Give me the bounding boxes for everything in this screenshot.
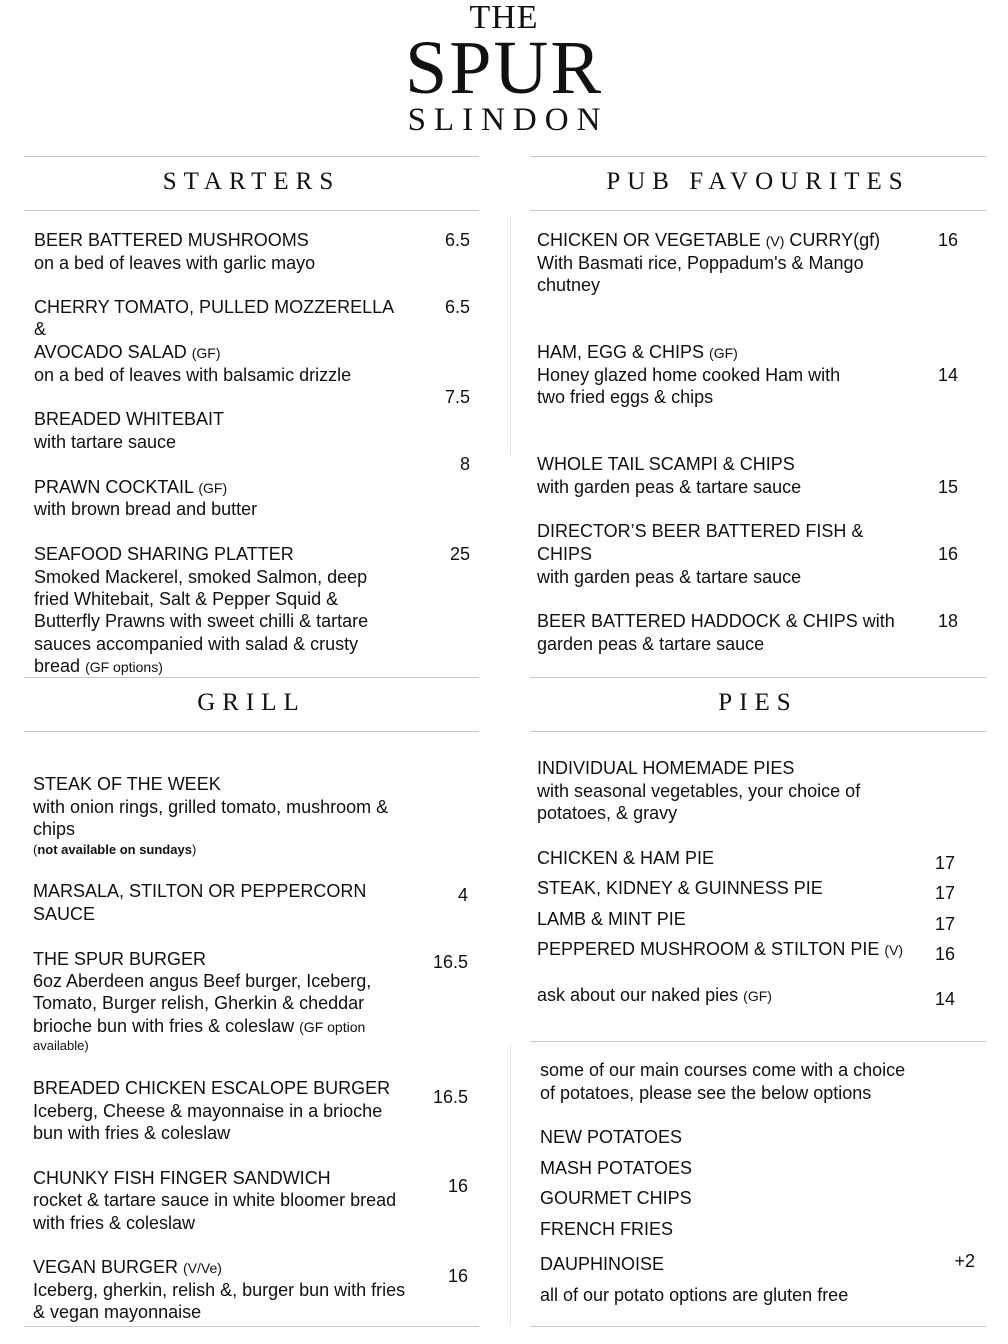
pie-price: 17 — [934, 914, 955, 934]
pies-intro-desc: with seasonal vegetables, your choice of — [537, 781, 861, 801]
favourite-name-text: HAM, EGG & CHIPS — [537, 342, 705, 362]
grill-desc: & vegan mayonnaise — [33, 1302, 202, 1322]
starter-name: & — [34, 319, 47, 339]
pie-name — [537, 984, 772, 1008]
starter-price: 7.5 — [444, 387, 470, 407]
favourite-name: CHIPS — [537, 544, 593, 564]
grill-price: 16.5 — [432, 952, 468, 972]
divider — [530, 1041, 986, 1042]
starters-heading: STARTERS — [162, 168, 341, 195]
grill-note — [33, 841, 196, 858]
favourite-name-text: CHICKEN OR VEGETABLE — [537, 230, 761, 250]
favourite-desc: chutney — [537, 275, 601, 295]
potatoes-intro: of potatoes, please see the below options — [540, 1083, 872, 1103]
favourite-name: BEER BATTERED HADDOCK & CHIPS with — [537, 611, 895, 631]
favourite-name — [537, 229, 880, 253]
logo-the: THE — [469, 0, 539, 36]
favourite-price: 14 — [937, 365, 958, 385]
grill-desc: bun with fries & coleslaw — [33, 1123, 231, 1143]
starter-desc: on a bed of leaves with garlic mayo — [34, 253, 316, 273]
starter-price: 6.5 — [444, 230, 470, 250]
grill-name: STEAK OF THE WEEK — [33, 774, 221, 794]
starter-name — [34, 341, 221, 365]
starter-desc: Smoked Mackerel, smoked Salmon, deep — [34, 567, 368, 587]
pub-favourites-heading: PUB FAVOURITES — [606, 168, 910, 195]
favourite-name: DIRECTOR’S BEER BATTERED FISH & — [537, 521, 864, 541]
dietary-tag: (GF) — [709, 345, 738, 361]
favourite-desc: two fried eggs & chips — [537, 387, 714, 407]
dietary-tag: (GF) — [198, 480, 228, 496]
favourite-price: 16 — [937, 544, 958, 564]
potato-option: NEW POTATOES — [540, 1127, 683, 1147]
favourite-desc: Honey glazed home cooked Ham with — [537, 365, 841, 385]
divider — [530, 210, 986, 211]
grill-desc-text: brioche bun with fries & coleslaw — [33, 1016, 295, 1036]
pie-price: 14 — [934, 989, 955, 1009]
dietary-tag: available) — [33, 1038, 89, 1053]
favourite-name-text: CURRY(gf) — [789, 230, 881, 250]
potato-option: GOURMET CHIPS — [540, 1188, 692, 1208]
pies-heading: PIES — [718, 689, 798, 716]
favourite-price: 16 — [937, 230, 958, 250]
grill-desc: with fries & coleslaw — [33, 1213, 196, 1233]
logo-slindon: SLINDON — [407, 102, 609, 138]
dietary-tag: (V) — [884, 942, 904, 958]
pie-name — [537, 938, 903, 962]
starter-desc: on a bed of leaves with balsamic drizzle — [34, 365, 352, 385]
starter-name — [34, 476, 227, 500]
grill-name: CHUNKY FISH FINGER SANDWICH — [33, 1168, 331, 1188]
starter-price: 6.5 — [444, 297, 470, 317]
grill-price: 16 — [447, 1266, 468, 1286]
pie-price: 17 — [934, 853, 955, 873]
grill-price: 16 — [447, 1176, 468, 1196]
divider — [24, 731, 479, 732]
favourite-price: 15 — [937, 477, 958, 497]
divider — [530, 677, 986, 678]
divider — [530, 1326, 986, 1327]
starter-name-text: PRAWN COCKTAIL — [34, 477, 194, 497]
potato-option: FRENCH FRIES — [540, 1219, 674, 1239]
favourite-name — [537, 341, 738, 365]
pie-name-text: PEPPERED MUSHROOM & STILTON PIE — [537, 939, 880, 959]
grill-heading: GRILL — [197, 689, 306, 716]
starter-desc — [34, 655, 163, 679]
grill-price: 4 — [457, 885, 468, 905]
divider — [24, 210, 479, 211]
starter-name-text: AVOCADO SALAD — [34, 342, 187, 362]
favourite-name: WHOLE TAIL SCAMPI & CHIPS — [537, 454, 795, 474]
starter-desc: Butterfly Prawns with sweet chilli & tartare — [34, 611, 369, 631]
grill-desc: chips — [33, 819, 76, 839]
grill-desc: rocket & tartare sauce in white bloomer bread — [33, 1190, 397, 1210]
starter-name: CHERRY TOMATO, PULLED MOZZERELLA — [34, 297, 395, 317]
grill-name-text: VEGAN BURGER — [33, 1257, 179, 1277]
pie-price: 17 — [934, 883, 955, 903]
grill-desc: Iceberg, Cheese & mayonnaise in a brioche — [33, 1101, 383, 1121]
column-divider — [510, 1045, 511, 1325]
starter-name: SEAFOOD SHARING PLATTER — [34, 544, 294, 564]
grill-desc: Iceberg, gherkin, relish &, burger bun with fries — [33, 1280, 406, 1300]
note-bracket: ( — [33, 842, 38, 857]
note-bracket: ) — [191, 842, 197, 857]
grill-name: THE SPUR BURGER — [33, 949, 207, 969]
grill-name: MARSALA, STILTON OR PEPPERCORN — [33, 881, 367, 901]
grill-desc — [33, 1015, 365, 1039]
logo-spur: SPUR — [404, 26, 604, 110]
dietary-tag: (GF options) — [85, 659, 163, 675]
pies-intro-name: INDIVIDUAL HOMEMADE PIES — [537, 758, 795, 778]
dietary-tag: (V) — [765, 233, 785, 249]
grill-price: 16.5 — [432, 1087, 468, 1107]
starter-desc: with brown bread and butter — [34, 499, 258, 519]
starter-desc-text: bread — [34, 656, 81, 676]
dietary-tag: (GF option — [299, 1019, 366, 1035]
pie-name: CHICKEN & HAM PIE — [537, 848, 715, 868]
favourite-price: 18 — [937, 611, 958, 631]
dietary-tag: (V/Ve) — [183, 1260, 222, 1276]
pie-price: 16 — [934, 944, 955, 964]
potato-option: DAUPHINOISE — [540, 1254, 665, 1274]
favourite-desc: With Basmati rice, Poppadum's & Mango — [537, 253, 864, 273]
divider — [24, 1326, 479, 1327]
grill-desc: with onion rings, grilled tomato, mushroom & — [33, 797, 389, 817]
potato-option: MASH POTATOES — [540, 1158, 693, 1178]
divider — [530, 156, 986, 157]
grill-name — [33, 1256, 222, 1280]
potato-extra-price: +2 — [954, 1251, 975, 1271]
starter-desc: sauces accompanied with salad & crusty — [34, 634, 359, 654]
starter-price: 8 — [459, 454, 470, 474]
dietary-tag: (GF) — [743, 988, 772, 1004]
pies-intro-desc: potatoes, & gravy — [537, 803, 678, 823]
pie-name-text: ask about our naked pies — [537, 985, 739, 1005]
divider — [530, 731, 986, 732]
starter-name: BEER BATTERED MUSHROOMS — [34, 230, 309, 250]
starter-name: BREADED WHITEBAIT — [34, 409, 225, 429]
grill-name: SAUCE — [33, 904, 96, 924]
potatoes-footer: all of our potato options are gluten free — [540, 1285, 849, 1305]
starter-desc: with tartare sauce — [34, 432, 177, 452]
column-divider — [510, 215, 511, 455]
starter-price: 25 — [449, 544, 470, 564]
favourite-desc: with garden peas & tartare sauce — [537, 567, 802, 587]
favourite-desc: with garden peas & tartare sauce — [537, 477, 802, 497]
grill-desc: Tomato, Burger relish, Gherkin & cheddar — [33, 993, 365, 1013]
pie-name: STEAK, KIDNEY & GUINNESS PIE — [537, 878, 823, 898]
potatoes-intro: some of our main courses come with a choice — [540, 1060, 906, 1080]
note-text: not available on sundays — [37, 842, 192, 857]
pie-name: LAMB & MINT PIE — [537, 909, 686, 929]
favourite-desc: garden peas & tartare sauce — [537, 634, 765, 654]
starter-desc: fried Whitebait, Salt & Pepper Squid & — [34, 589, 339, 609]
dietary-tag: (GF) — [191, 345, 221, 361]
grill-desc: 6oz Aberdeen angus Beef burger, Iceberg, — [33, 971, 372, 991]
divider — [24, 156, 479, 157]
grill-name: BREADED CHICKEN ESCALOPE BURGER — [33, 1078, 391, 1098]
